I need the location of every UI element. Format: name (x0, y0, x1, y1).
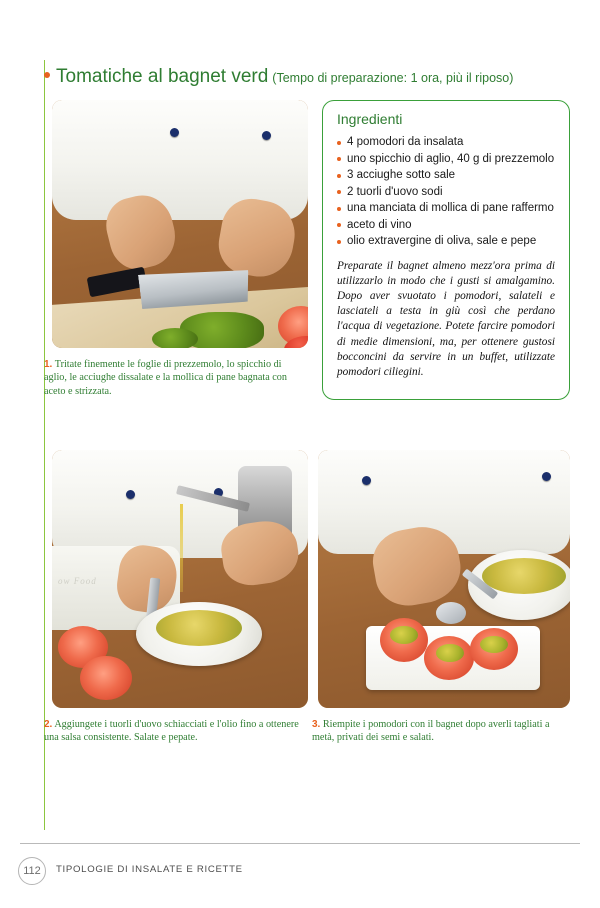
tomato-half (80, 656, 132, 700)
towel-logo-text: ow Food (58, 576, 97, 586)
chopped-parsley (152, 328, 198, 348)
spoon-bowl (436, 602, 466, 624)
step-1-caption (44, 358, 306, 398)
bullet-icon (44, 72, 50, 78)
step-1-text: Tritate finemente le foglie di prezzemolo, lo spicchio di aglio, le acciughe dissalate e la mollica di pane bagnata con aceto e strizzata. (44, 359, 287, 397)
step-2-number: 2. (44, 719, 53, 730)
ingredients-box (322, 100, 570, 400)
step-2-photo (52, 450, 308, 708)
list-item: una manciata di mollica di pane raffermo (337, 200, 555, 217)
jacket-button-icon (262, 131, 271, 140)
list-item: uno spicchio di aglio, 40 g di prezzemolo (337, 151, 555, 168)
bagnet-sauce (482, 558, 566, 594)
page-title: Tomatiche al bagnet verd (56, 66, 269, 87)
ingredients-list (337, 134, 555, 250)
recipe-title-row (44, 66, 570, 88)
list-item: 3 acciughe sotto sale (337, 167, 555, 184)
list-item: 4 pomodori da insalata (337, 134, 555, 151)
list-item: olio extravergine di oliva, sale e pepe (337, 233, 555, 250)
photo-2-scene (52, 450, 308, 708)
jacket-button-icon (126, 490, 135, 499)
oil-stream (180, 504, 183, 592)
step-3-photo (318, 450, 570, 708)
jacket-button-icon (170, 128, 179, 137)
footer-section-label: TIPOLOGIE DI INSALATE E RICETTE (56, 864, 243, 875)
jacket-button-icon (542, 472, 551, 481)
ingredients-heading: Ingredienti (337, 111, 403, 127)
bagnet-sauce (156, 610, 242, 646)
page-number: 112 (18, 857, 46, 885)
step-3-caption (312, 718, 574, 745)
photo-1-scene (52, 100, 308, 348)
photo-3-scene (318, 450, 570, 708)
bagnet-filling (480, 636, 508, 653)
list-item: 2 tuorli d'uovo sodi (337, 184, 555, 201)
step-3-text: Riempite i pomodori con il bagnet dopo averli tagliati a metà, privati dei semi e salati. (312, 719, 550, 744)
bagnet-filling (436, 644, 464, 662)
step-2-caption (44, 718, 306, 745)
footer-divider (20, 843, 580, 844)
step-3-number: 3. (312, 719, 321, 730)
step-2-text: Aggiungete i tuorli d'uovo schiacciati e l'olio fino a ottenere una salsa consistente. Salate e pepate. (44, 719, 299, 744)
recipe-subtitle: (Tempo di preparazione: 1 ora, più il riposo) (272, 71, 514, 85)
bagnet-filling (390, 626, 418, 644)
left-margin-rule (44, 60, 45, 830)
preparation-note: Preparate il bagnet almeno mezz'ora prima di utilizzarlo in modo che i gusti si amalgamino. Dopo aver svuotato i pomodori, salateli e lasciateli a testa in giù così che perdano l'acqua di vegetazione. Potete farcire pomodori di medie dimensioni, ma, per ottenere gustosi bocconcini da servire in un buffet, utilizzate pomodori ciliegini. (337, 259, 555, 378)
step-1-number: 1. (44, 359, 53, 370)
list-item: aceto di vino (337, 217, 555, 234)
step-1-photo (52, 100, 308, 348)
jacket-button-icon (362, 476, 371, 485)
